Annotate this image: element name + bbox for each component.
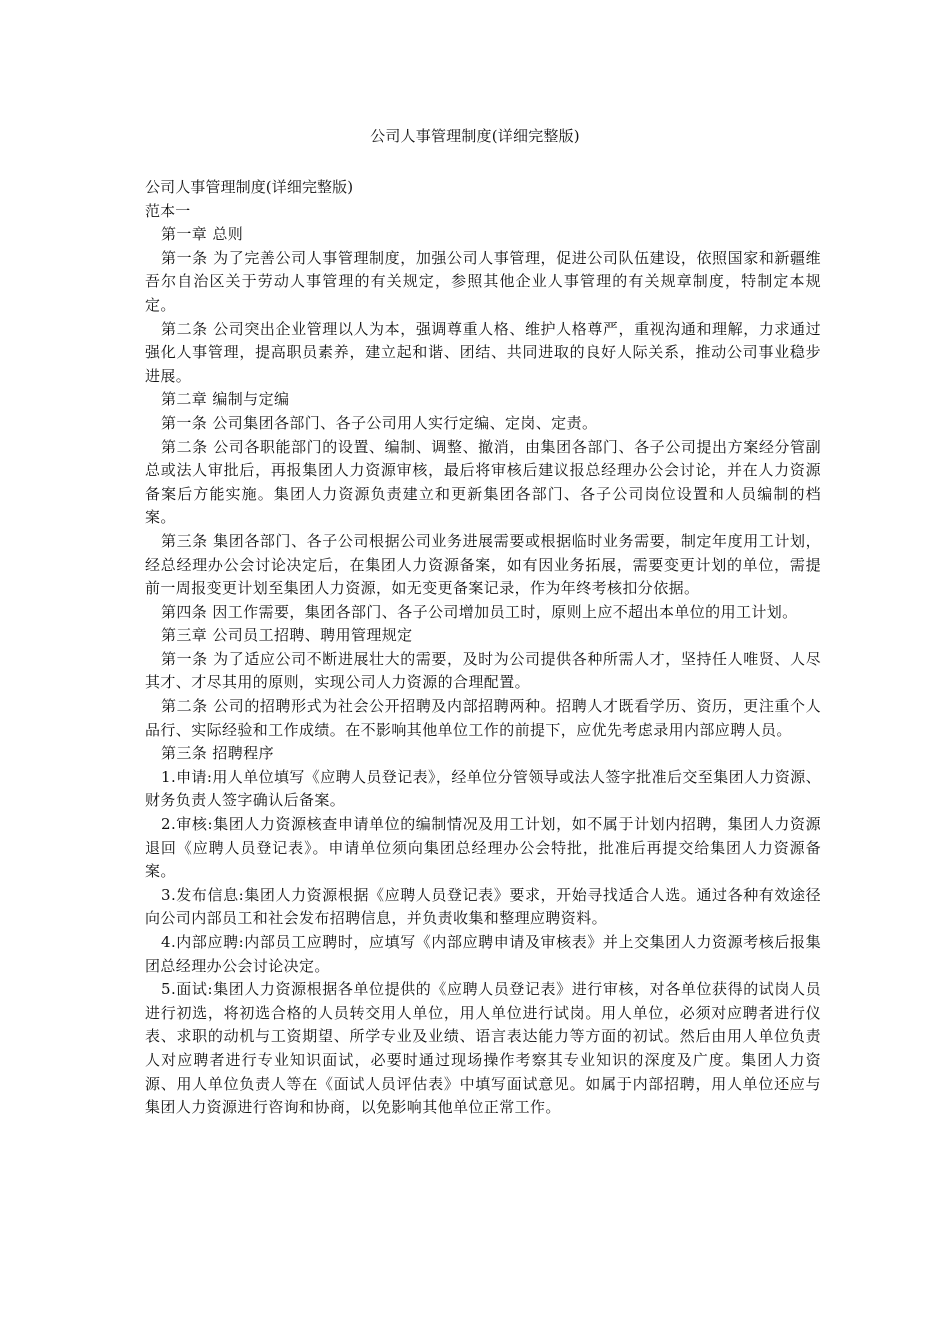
article-paragraph: 第一条 为了适应公司不断进展壮大的需要，及时为公司提供各种所需人才，坚持任人唯贤、人尽其才、才尽其用的原则，实现公司人力资源的合理配置。: [145, 649, 821, 692]
procedure-item: 3.发布信息:集团人力资源根据《应聘人员登记表》要求，开始寻找适合人选。通过各种有效途径向公司内部员工和社会发布招聘信息，并负责收集和整理应聘资料。: [145, 885, 821, 928]
procedure-item: 2.审核:集团人力资源核查申请单位的编制情况及用工计划，如不属于计划内招聘，集团人力资源退回《应聘人员登记表》。申请单位须向集团总经理办公会特批，批准后再提交给集团人力资源备案。: [145, 815, 821, 881]
chapter-heading: 第三章 公司员工招聘、聘用管理规定: [161, 626, 413, 645]
procedure-item: 4.内部应聘:内部员工应聘时，应填写《内部应聘申请及审核表》并上交集团人力资源考核后报集团总经理办公会讨论决定。: [145, 933, 821, 975]
document-title: 公司人事管理制度(详细完整版): [370, 127, 580, 145]
chapter-heading: 第一章 总则: [161, 225, 244, 244]
article-paragraph: 第一条 公司集团各部门、各子公司用人实行定编、定岗、定责。: [161, 413, 598, 432]
procedure-item: 1.申请:用人单位填写《应聘人员登记表》，经单位分管领导或法人签字批准后交至集团人力资源、财务负责人签字确认后备案。: [145, 767, 821, 810]
procedure-item: 5.面试:集团人力资源根据各单位提供的《应聘人员登记表》进行审核，对各单位获得的试岗人员进行初选，将初选合格的人员转交用人单位，用人单位进行试岗。用人单位，必须对应聘者进行仪表、求职的动机与工资期望、所学专业及业绩、语言表达能力等方面的初试。然后由用人单位负责人对应聘者进行专业知识面试，必要时通过现场操作考察其专业知识的深度及广度。集团人力资源、用人单位负责人等在《面试人员评估表》中填写面试意见。如属于内部招聘，用人单位还应与集团人力资源进行咨询和协商，以免影响其他单位正常工作。: [145, 980, 821, 1117]
article-paragraph: 第二条 公司突出企业管理以人为本，强调尊重人格、维护人格尊严，重视沟通和理解，力求通过强化人事管理，提高职员素养，建立起和谐、团结、共同进取的良好人际关系，推动公司事业稳步进展。: [145, 319, 821, 385]
document-heading-line: 公司人事管理制度(详细完整版): [145, 178, 354, 196]
article-paragraph: 第三条 招聘程序: [161, 744, 274, 763]
article-paragraph: 第三条 集团各部门、各子公司根据公司业务进展需要或根据临时业务需要，制定年度用工计划，经总经理办公会讨论决定后，在集团人力资源备案，如有因业务拓展，需要变更计划的单位，需提前一周报变更计划至集团人力资源，如无变更备案记录，作为年终考核扣分依据。: [145, 531, 821, 598]
article-paragraph: 第一条 为了完善公司人事管理制度，加强公司人事管理，促进公司队伍建设，依照国家和新疆维吾尔自治区关于劳动人事管理的有关规定，参照其他企业人事管理的有关规章制度，特制定本规定。: [145, 248, 821, 314]
article-paragraph: 第二条 公司的招聘形式为社会公开招聘及内部招聘两种。招聘人才既看学历、资历，更注重个人品行、实际经验和工作成绩。在不影响其他单位工作的前提下，应优先考虑录用内部应聘人员。: [145, 697, 821, 739]
chapter-heading: 第二章 编制与定编: [161, 390, 290, 409]
article-paragraph: 第二条 公司各职能部门的设置、编制、调整、撤消，由集团各部门、各子公司提出方案经分管副总或法人审批后，再报集团人力资源审核，最后将审核后建议报总经理办公会讨论，并在人力资源备案后方能实施。集团人力资源负责建立和更新集团各部门、各子公司岗位设置和人员编制的档案。: [145, 437, 821, 527]
article-paragraph: 第四条 因工作需要，集团各部门、各子公司增加员工时，原则上应不超出本单位的用工计划。: [161, 602, 798, 621]
document-template-label: 范本一: [145, 201, 191, 220]
document-body: [145, 176, 821, 1120]
